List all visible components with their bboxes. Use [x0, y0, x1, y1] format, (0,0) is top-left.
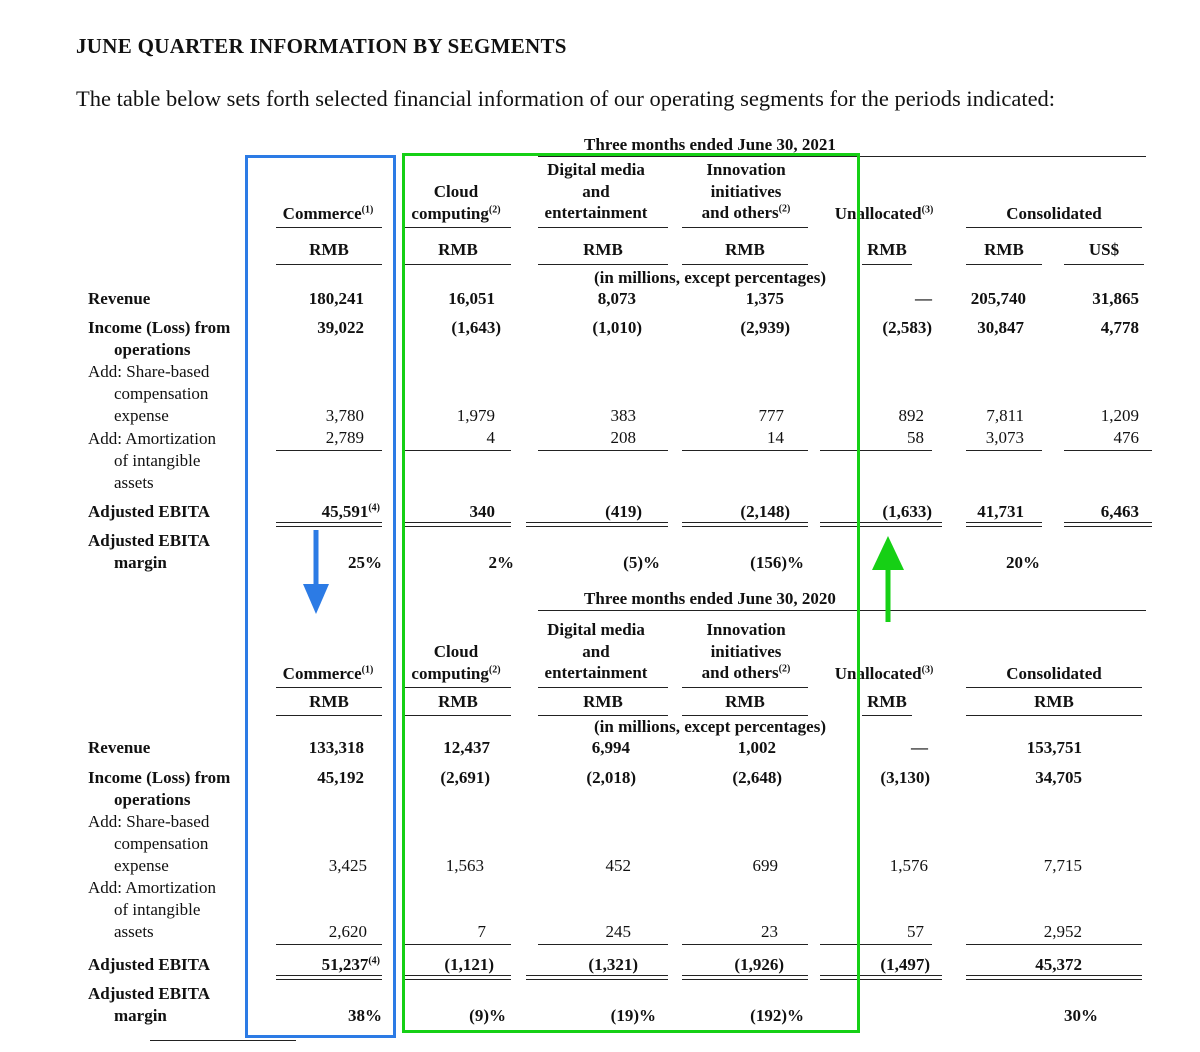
currency-rule	[862, 715, 912, 716]
cell-value: 133,318	[308, 738, 364, 757]
row-label-amortization: Add: Amortization	[88, 878, 216, 897]
cell-value: 3,073	[985, 428, 1024, 447]
cell-value: 2,952	[1043, 922, 1082, 941]
cell-value: 245	[605, 922, 631, 941]
period-2020-title: Three months ended June 30, 2020	[584, 589, 836, 608]
cell-value: 1,002	[737, 738, 776, 757]
subtotal-rule	[966, 450, 1042, 451]
cell-value: (1,926)	[734, 955, 784, 974]
cell-value: 2%	[488, 553, 514, 572]
total-rule	[1064, 522, 1152, 527]
currency-label: RMB	[438, 240, 478, 259]
cell-value: —	[911, 738, 928, 757]
currency-label: RMB	[725, 240, 765, 259]
cell-value: 7	[477, 922, 486, 941]
cell-value: 892	[898, 406, 924, 425]
cell-value: 16,051	[448, 289, 495, 308]
currency-label: RMB	[309, 692, 349, 711]
subtotal-rule	[1064, 450, 1152, 451]
currency-rule	[1064, 264, 1144, 265]
currency-rule	[966, 264, 1042, 265]
row-label-sbc: Add: Share-based	[88, 362, 210, 381]
cell-value: 31,865	[1092, 289, 1139, 308]
cell-value: 8,073	[597, 289, 636, 308]
cell-value: 1,979	[456, 406, 495, 425]
total-rule	[966, 975, 1142, 980]
cell-value: 2,620	[328, 922, 367, 941]
cell-value: 20%	[1006, 553, 1040, 572]
cell-value: 205,740	[970, 289, 1026, 308]
currency-label: US$	[1088, 240, 1120, 259]
header-innovation-2021: Innovation initiatives and others$^{(2)}$	[701, 160, 791, 222]
currency-label: RMB	[1034, 692, 1074, 711]
row-label-sbc: Add: Share-based	[88, 812, 210, 831]
row-label-income: operations	[114, 340, 191, 359]
cell-value: (2,018)	[586, 768, 636, 787]
cell-value: 45,372	[1035, 955, 1082, 974]
cell-value: (19)%	[610, 1006, 656, 1025]
cell-value: 30%	[1064, 1006, 1098, 1025]
cell-value: (419)	[605, 502, 642, 521]
row-label-sbc: expense	[114, 856, 169, 875]
row-label-revenue: Revenue	[88, 738, 151, 757]
cell-value: 57	[907, 922, 924, 941]
cell-value: 30,847	[977, 318, 1024, 337]
row-label-ebita: Adjusted EBITA	[88, 502, 211, 521]
header-digital-2020: Digital media and entertainment	[544, 620, 648, 682]
currency-label: RMB	[867, 692, 907, 711]
cell-value: (3,130)	[880, 768, 930, 787]
cell-value: (5)%	[623, 553, 660, 572]
currency-label: RMB	[309, 240, 349, 259]
cell-value: 23	[761, 922, 778, 941]
cell-value: (156)%	[750, 553, 804, 572]
cell-value: 58	[907, 428, 924, 447]
cell-value: (1,497)	[880, 955, 930, 974]
cell-value: 777	[758, 406, 784, 425]
cell-value: 208	[610, 428, 636, 447]
currency-label: RMB	[867, 240, 907, 259]
header-rule	[966, 687, 1142, 688]
cell-value: 45,192	[317, 768, 364, 787]
cell-value: 476	[1113, 428, 1139, 447]
cell-value: (2,583)	[882, 318, 932, 337]
cell-value: (2,691)	[440, 768, 490, 787]
row-label-amortization: of intangible	[114, 900, 201, 919]
cell-value: 3,425	[328, 856, 367, 875]
cell-value: (1,121)	[444, 955, 494, 974]
cell-value: 25%	[348, 553, 382, 572]
cell-value: (1,643)	[451, 318, 501, 337]
cell-value: 1,576	[889, 856, 928, 875]
cell-value: 1,563	[445, 856, 484, 875]
row-label-sbc: compensation	[114, 834, 209, 853]
header-cloud-2020: Cloud computing$^{(2)}$	[411, 642, 501, 683]
row-label-amortization: Add: Amortization	[88, 429, 216, 448]
header-consolidated-2020: Consolidated	[1006, 664, 1102, 683]
cell-value: 153,751	[1026, 738, 1082, 757]
header-commerce-2020: Commerce$^{(1)}$	[282, 664, 374, 683]
currency-label: RMB	[725, 692, 765, 711]
cell-value: 699	[752, 856, 778, 875]
cell-value: 51,237$^{(4)}$	[321, 955, 380, 974]
currency-rule	[862, 264, 912, 265]
header-digital-2021: Digital media and entertainment	[544, 160, 648, 222]
row-label-income: operations	[114, 790, 191, 809]
intro-text: The table below sets forth selected financial information of our operating segments for the periods indicated:	[76, 86, 1056, 111]
cell-value: (2,148)	[740, 502, 790, 521]
row-label-income: Income (Loss) from	[88, 768, 231, 787]
row-label-margin: Adjusted EBITA	[88, 531, 211, 550]
up-arrow-icon	[868, 532, 908, 624]
header-commerce-2021: Commerce$^{(1)}$	[282, 204, 374, 223]
cell-value: 39,022	[317, 318, 364, 337]
currency-label: RMB	[438, 692, 478, 711]
page-title: JUNE QUARTER INFORMATION BY SEGMENTS	[76, 34, 567, 58]
row-label-amortization: assets	[114, 473, 154, 492]
currency-rule	[966, 715, 1142, 716]
header-rule	[966, 227, 1142, 228]
cell-value: (1,321)	[588, 955, 638, 974]
row-label-sbc: expense	[114, 406, 169, 425]
down-arrow-icon	[300, 530, 334, 616]
cell-value: 6,463	[1100, 502, 1139, 521]
row-label-amortization: assets	[114, 922, 154, 941]
units-note-2021: (in millions, except percentages)	[594, 268, 826, 287]
row-label-income: Income (Loss) from	[88, 318, 231, 337]
cell-value: 12,437	[443, 738, 490, 757]
subtotal-rule	[966, 944, 1142, 945]
cell-value: (2,939)	[740, 318, 790, 337]
row-label-revenue: Revenue	[88, 289, 151, 308]
cell-value: 7,715	[1043, 856, 1082, 875]
cell-value: 14	[767, 428, 784, 447]
units-note-2020: (in millions, except percentages)	[594, 717, 826, 736]
cell-value: 4	[486, 428, 495, 447]
currency-label: RMB	[583, 692, 623, 711]
other-segments-highlight-box	[402, 153, 860, 1033]
cell-value: 45,591$^{(4)}$	[321, 502, 380, 521]
cell-value: 452	[605, 856, 631, 875]
row-label-sbc: compensation	[114, 384, 209, 403]
row-label-amortization: of intangible	[114, 451, 201, 470]
cell-value: 180,241	[308, 289, 364, 308]
cell-value: (1,633)	[882, 502, 932, 521]
header-innovation-2020: Innovation initiatives and others$^{(2)}$	[701, 620, 791, 682]
cell-value: 1,375	[745, 289, 784, 308]
cell-value: —	[915, 289, 932, 308]
cell-value: 4,778	[1100, 318, 1139, 337]
cell-value: (192)%	[750, 1006, 804, 1025]
cell-value: 1,209	[1100, 406, 1139, 425]
header-consolidated-2021: Consolidated	[1006, 204, 1102, 223]
header-cloud-2021: Cloud computing$^{(2)}$	[411, 182, 501, 223]
currency-label: RMB	[984, 240, 1024, 259]
row-label-margin: margin	[114, 553, 167, 572]
period-2021-title: Three months ended June 30, 2021	[584, 135, 836, 154]
cell-value: (2,648)	[732, 768, 782, 787]
cell-value: 41,731	[977, 502, 1024, 521]
row-label-margin: margin	[114, 1006, 167, 1025]
cell-value: (9)%	[469, 1006, 506, 1025]
header-unallocated-2021: Unallocated$^{(3)}$	[834, 204, 934, 223]
cell-value: 2,789	[325, 428, 364, 447]
cell-value: (1,010)	[592, 318, 642, 337]
currency-label: RMB	[583, 240, 623, 259]
cell-value: 34,705	[1035, 768, 1082, 787]
cell-value: 340	[469, 502, 495, 521]
total-rule	[966, 522, 1042, 527]
cell-value: 3,780	[325, 406, 364, 425]
cell-value: 383	[610, 406, 636, 425]
cell-value: 38%	[348, 1006, 382, 1025]
row-label-ebita: Adjusted EBITA	[88, 955, 211, 974]
footer-rule	[150, 1040, 296, 1041]
cell-value: 6,994	[591, 738, 630, 757]
header-unallocated-2020: Unallocated$^{(3)}$	[834, 664, 934, 683]
cell-value: 7,811	[986, 406, 1024, 425]
row-label-margin: Adjusted EBITA	[88, 984, 211, 1003]
